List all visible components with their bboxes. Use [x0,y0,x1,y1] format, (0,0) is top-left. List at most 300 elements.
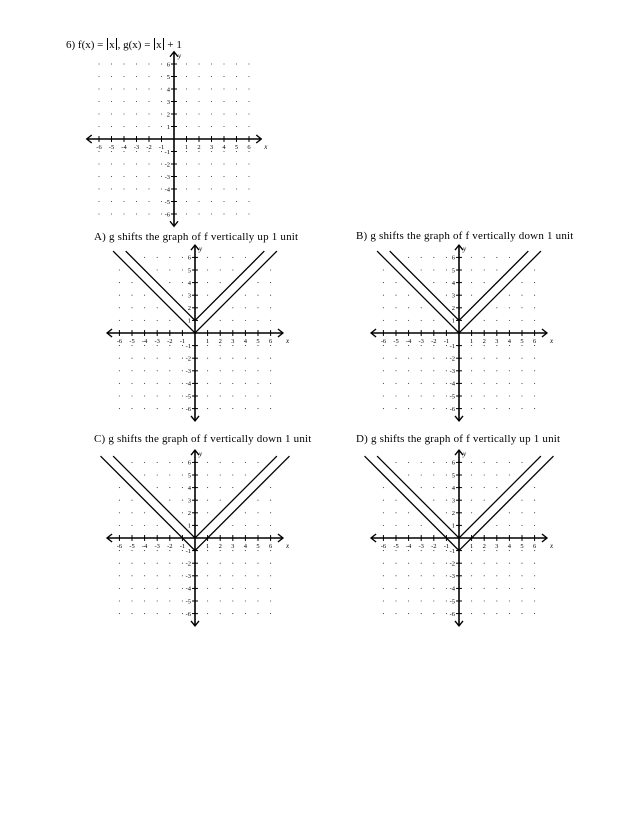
grid-dot [509,550,510,551]
grid-dot [395,613,396,614]
grid-dot [220,500,221,501]
y-tick-label: -2 [449,560,455,568]
grid-dot [509,307,510,308]
grid-dot [433,550,434,551]
grid-dot [245,408,246,409]
grid-dot [169,588,170,589]
grid-dot [131,600,132,601]
grid-dot [157,487,158,488]
grid-dot [119,370,120,371]
grid-dot [471,282,472,283]
grid-dot [446,474,447,475]
grid-dot [496,474,497,475]
grid-dot [408,563,409,564]
grid-dot [119,358,120,359]
choice-c-label[interactable]: C) g shifts the graph of f vertically down 1 unit [94,433,312,445]
grid-dot [245,257,246,258]
g-definition: g(x) = [123,39,151,51]
grid-dot [157,408,158,409]
grid-dot [433,613,434,614]
grid-dot [534,525,535,526]
y-axis-label: y [463,450,467,459]
grid-dot [111,76,112,77]
grid-dot [169,408,170,409]
choice-d-label[interactable]: D) g shifts the graph of f vertically up 1 unit [356,433,561,445]
x-tick-label: -5 [108,144,115,151]
grid-dot [484,269,485,270]
y-tick-label: 3 [451,497,455,505]
grid-dot [496,320,497,321]
grid-dot [395,395,396,396]
y-tick-label: 2 [166,111,170,119]
y-tick-label: 5 [187,472,191,480]
grid-dot [521,383,522,384]
grid-dot [421,358,422,359]
g-variable: x [156,39,162,51]
grid-dot [534,345,535,346]
grid-dot [433,395,434,396]
grid-dot [236,151,237,152]
grid-dot [421,345,422,346]
grid-dot [408,474,409,475]
grid-dot [186,63,187,64]
x-tick-label: -3 [418,543,424,550]
grid-dot [484,257,485,258]
grid-dot [169,320,170,321]
grid-dot [220,474,221,475]
grid-dot [257,512,258,513]
grid-dot [232,320,233,321]
grid-dot [161,76,162,77]
grid-dot [232,525,233,526]
grid-dot [220,345,221,346]
grid-dot [211,163,212,164]
grid-dot [131,512,132,513]
grid-dot [182,474,183,475]
grid-dot [157,345,158,346]
grid-dot [408,525,409,526]
grid-dot [270,487,271,488]
grid-dot [157,395,158,396]
grid-dot [257,525,258,526]
grid-dot [131,563,132,564]
grid-dot [169,395,170,396]
grid-dot [169,487,170,488]
grid-dot [207,282,208,283]
grid-dot [421,525,422,526]
y-tick-label: -6 [449,405,455,413]
grid-dot [131,320,132,321]
grid-dot [248,163,249,164]
question-number: 6) [66,39,76,51]
grid-dot [186,163,187,164]
grid-dot [484,408,485,409]
grid-dot [232,257,233,258]
y-tick-label: 3 [187,292,191,300]
grid-dot [248,201,249,202]
grid-dot [496,462,497,463]
grid-dot [496,575,497,576]
grid-dot [157,613,158,614]
x-tick-label: -2 [146,144,152,151]
grid-dot [245,320,246,321]
grid-dot [509,383,510,384]
grid-dot [131,588,132,589]
grid-dot [211,88,212,89]
abs-bar [107,38,108,50]
grid-dot [408,320,409,321]
y-tick-label: -3 [164,173,170,181]
grid-dot [383,295,384,296]
grid-dot [248,113,249,114]
grid-dot [421,487,422,488]
grid-dot [421,408,422,409]
grid-dot [131,282,132,283]
grid-dot [484,500,485,501]
y-tick-label: 4 [187,484,191,492]
grid-dot [534,320,535,321]
x-tick-label: -2 [167,338,173,345]
grid-dot [471,295,472,296]
grid-dot [198,176,199,177]
grid-dot [395,345,396,346]
grid-dot [182,282,183,283]
grid-dot [509,408,510,409]
y-tick-label: -1 [449,342,455,350]
y-tick-label: 5 [166,73,170,81]
grid-dot [248,76,249,77]
grid-dot [521,408,522,409]
grid-dot [223,126,224,127]
y-tick-label: 2 [187,305,191,313]
grid-dot [509,395,510,396]
x-tick-label: -1 [179,338,186,345]
x-tick-label: -6 [116,338,123,345]
grid-dot [236,101,237,102]
grid-dot [211,213,212,214]
grid-dot [534,563,535,564]
grid-dot [408,257,409,258]
grid-dot [207,575,208,576]
grid-dot [119,600,120,601]
grid-dot [534,550,535,551]
grid-dot [211,201,212,202]
grid-dot [395,462,396,463]
x-tick-label: -6 [380,543,387,550]
grid-dot [119,487,120,488]
grid-dot [509,563,510,564]
grid-dot [521,575,522,576]
grid-dot [270,575,271,576]
y-tick-label: -4 [449,380,455,388]
grid-dot [395,408,396,409]
grid-dot [198,151,199,152]
y-tick-label: -6 [449,610,455,618]
x-tick-label: 5 [256,338,260,345]
grid-dot [383,282,384,283]
grid-dot [236,188,237,189]
grid-dot [157,474,158,475]
grid-dot [446,345,447,346]
grid-dot [245,383,246,384]
grid-dot [534,269,535,270]
grid-dot [257,500,258,501]
grid-dot [257,563,258,564]
x-tick-label: 2 [482,338,486,345]
grid-dot [484,395,485,396]
grid-dot [446,575,447,576]
grid-dot [395,383,396,384]
x-tick-label: 4 [222,144,226,151]
grid-dot [119,408,120,409]
x-axis-label: x [549,542,554,550]
grid-dot [509,462,510,463]
grid-dot [496,383,497,384]
grid-dot [232,588,233,589]
x-tick-label: 3 [231,338,235,345]
grid-dot [232,600,233,601]
grid-dot [220,613,221,614]
grid-dot [123,188,124,189]
grid-dot [131,295,132,296]
grid-dot [270,500,271,501]
grid-dot [248,151,249,152]
grid-dot [509,525,510,526]
x-tick-label: 1 [205,543,210,550]
y-axis-label: y [463,245,467,254]
grid-dot [395,320,396,321]
grid-dot [157,358,158,359]
grid-dot [119,588,120,589]
grid-dot [119,282,120,283]
grid-dot [471,269,472,270]
grid-dot [484,487,485,488]
grid-dot [161,188,162,189]
y-tick-label: 1 [451,317,455,325]
grid-dot [446,563,447,564]
grid-dot [270,395,271,396]
grid-dot [131,500,132,501]
grid-dot [220,550,221,551]
grid-dot [220,588,221,589]
x-tick-label: -4 [141,543,148,550]
y-tick-label: -2 [164,161,170,169]
grid-dot [433,282,434,283]
grid-dot [446,550,447,551]
grid-dot [433,575,434,576]
grid-dot [245,613,246,614]
grid-dot [232,358,233,359]
x-tick-label: 4 [243,543,248,550]
grid-dot [383,269,384,270]
grid-dot [186,88,187,89]
grid-dot [148,151,149,152]
grid-dot [131,462,132,463]
grid-dot [471,358,472,359]
grid-dot [232,269,233,270]
grid-dot [98,63,99,64]
grid-dot [119,563,120,564]
grid-dot [521,358,522,359]
grid-dot [521,282,522,283]
grid-dot [248,176,249,177]
grid-dot [111,88,112,89]
grid-dot [111,176,112,177]
grid-dot [182,487,183,488]
y-tick-label: 1 [187,317,191,325]
choice-b-label[interactable]: B) g shifts the graph of f vertically down 1 unit [356,230,574,242]
choice-d-graph [368,448,558,632]
grid-dot [421,462,422,463]
grid-dot [395,307,396,308]
grid-dot [270,370,271,371]
y-tick-label: -2 [185,560,191,568]
question-graph [80,52,270,224]
grid-dot [123,213,124,214]
grid-dot [182,345,183,346]
y-tick-label: -5 [449,598,455,606]
grid-dot [471,408,472,409]
grid-dot [446,358,447,359]
grid-dot [136,151,137,152]
grid-dot [433,383,434,384]
grid-dot [484,600,485,601]
grid-dot [157,383,158,384]
grid-dot [257,408,258,409]
grid-dot [446,487,447,488]
grid-dot [257,320,258,321]
y-tick-label: -4 [185,380,191,388]
grid-dot [220,462,221,463]
y-tick-label: 3 [187,497,191,505]
grid-dot [433,563,434,564]
x-tick-label: 2 [218,543,222,550]
grid-dot [496,525,497,526]
grid-dot [157,320,158,321]
grid-dot [270,525,271,526]
grid-dot [521,370,522,371]
grid-dot [232,370,233,371]
grid-dot [496,370,497,371]
grid-dot [534,588,535,589]
grid-dot [186,188,187,189]
grid-dot [148,88,149,89]
y-axis-label: y [199,450,203,459]
grid-dot [395,295,396,296]
grid-dot [223,113,224,114]
y-tick-label: 2 [187,510,191,518]
grid-dot [123,113,124,114]
grid-dot [169,282,170,283]
y-tick-label: -1 [449,547,455,555]
grid-dot [182,462,183,463]
grid-dot [270,550,271,551]
y-tick-label: 6 [451,254,455,262]
choice-a-label[interactable]: A) g shifts the graph of f vertically up 1 unit [94,231,299,243]
x-tick-label: 3 [495,338,499,345]
grid-dot [257,370,258,371]
grid-dot [182,575,183,576]
separator: , [117,39,124,51]
grid-dot [395,370,396,371]
grid-dot [207,462,208,463]
grid-dot [471,462,472,463]
grid-dot [257,383,258,384]
grid-dot [98,176,99,177]
grid-dot [111,201,112,202]
grid-dot [131,370,132,371]
grid-dot [245,358,246,359]
grid-dot [111,213,112,214]
grid-dot [509,512,510,513]
grid-dot [534,383,535,384]
grid-dot [408,462,409,463]
grid-dot [270,600,271,601]
y-tick-label: -4 [185,585,191,593]
grid-dot [98,213,99,214]
y-tick-label: 2 [451,305,455,313]
grid-dot [509,358,510,359]
grid-dot [186,113,187,114]
grid-dot [119,512,120,513]
grid-dot [471,383,472,384]
grid-dot [169,383,170,384]
grid-dot [446,408,447,409]
y-tick-label: 4 [451,279,455,287]
grid-dot [223,151,224,152]
grid-dot [534,408,535,409]
grid-dot [182,383,183,384]
grid-dot [534,487,535,488]
grid-dot [169,500,170,501]
grid-dot [136,126,137,127]
grid-dot [131,550,132,551]
grid-dot [123,63,124,64]
grid-dot [521,307,522,308]
grid-dot [446,395,447,396]
grid-dot [245,575,246,576]
grid-dot [223,63,224,64]
x-tick-label: -5 [129,338,135,345]
grid-dot [408,395,409,396]
grid-dot [232,563,233,564]
grid-dot [186,176,187,177]
grid-dot [207,588,208,589]
grid-dot [270,307,271,308]
grid-dot [232,550,233,551]
grid-dot [245,395,246,396]
grid-dot [433,370,434,371]
grid-dot [144,563,145,564]
grid-dot [236,88,237,89]
grid-dot [471,575,472,576]
grid-dot [421,269,422,270]
grid-dot [484,370,485,371]
grid-dot [245,550,246,551]
grid-dot [144,588,145,589]
grid-dot [220,320,221,321]
f-definition: f(x) = [77,39,104,51]
grid-dot [446,370,447,371]
y-tick-label: 3 [451,292,455,300]
grid-dot [207,257,208,258]
grid-dot [471,512,472,513]
grid-dot [534,575,535,576]
grid-dot [169,269,170,270]
grid-dot [223,201,224,202]
y-tick-label: -6 [185,610,191,618]
grid-dot [211,176,212,177]
